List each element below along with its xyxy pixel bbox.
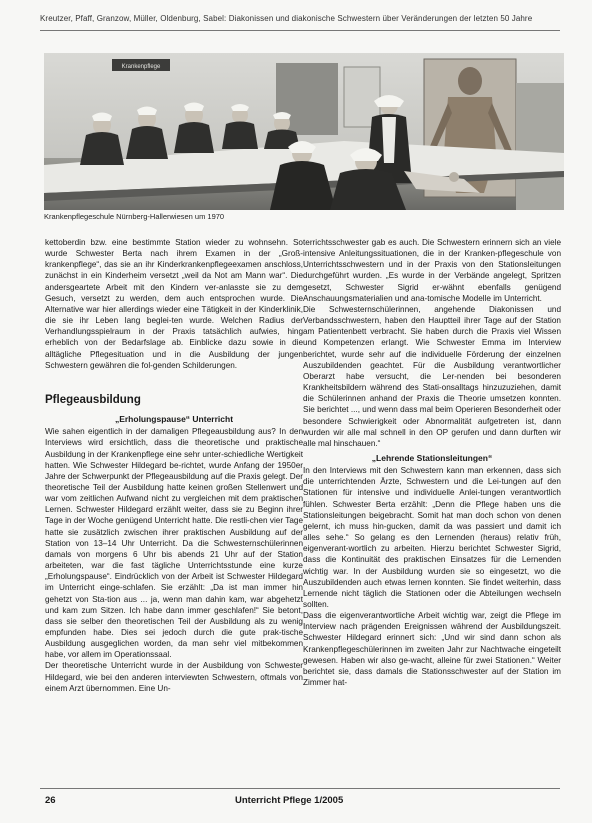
- subsection-heading-right: „Lehrende Stationsleitungen“: [371, 452, 493, 463]
- left-paragraph-3: Der theoretische Unterricht wurde in der Ausbildung von Schwester Hildegard, wie bei den anderen interviewten Schwestern, oftmals von einem Arzt übernommen. Eine Un-: [45, 661, 303, 693]
- footer-rule: [40, 788, 560, 789]
- running-header: Kreutzer, Pfaff, Granzow, Müller, Oldenburg, Sabel: Diakonissen und diakonische Schwestern über Veränderungen der letzten 50 Jahre: [40, 14, 533, 23]
- right-paragraph-2: Die Schwesternschülerinnen, angehende Diakonissen und Verbandsschwestern, haben den Hauptteil ihrer Tage auf der Station am Patientenbett verbracht. Sie haben durch die Praxis viel Wissen und Kompetenzen erlangt. Wie Schwester Emma im Interview berichtet, wurde sehr auf die individuelle Förderung der einzelnen Auszubildenden geachtet. Für die Ausbildung verantwortlicher Oberarzt habe versucht, die Ler-nenden bei besonderen Krankheitsbildern während des Stati-onsalltags hinzuzuziehen, damit die Schülerinnen anhand der Praxis die Theorie umsetzen konnten. Sie berichtet ..., und wenn dass mal beim Operieren Besonderheit oder besondere Schwierigkeit oder Abnormalität aufgetreten ist, dann wurden wir alle mal schnell in den OP gerufen und dann durften wir alle mal hinschauen.“: [303, 304, 561, 448]
- left-column: [45, 237, 303, 694]
- right-column: [303, 237, 561, 688]
- header-rule: [40, 30, 560, 31]
- right-paragraph-4: Dass die eigenverantwortliche Arbeit wichtig war, zeigt die Pflege im Interview nach prägenden Ereignissen während der Ausbildungszeit. Schwester Hildegard erinnert sich: „Und wir sind dann schon als Krankenpflegeschülerinnen im zweiten Jahr zur Nachtwache eingeteilt gewesen. Haben wir also ge-wacht, alleine für zwei Stationen.“ Weiter berichtet sie, dass damals die Stationsschwester auf der Station im Zimmer hat-: [303, 611, 561, 688]
- left-paragraph-2: Wie sahen eigentlich in der damaligen Pflegeausbildung aus? In den Interviews wird ersichtlich, dass die theoretische und praktische Ausbildung in der Krankenpflege eine sehr unter-schiedliche Wertigkeit hatten. Wie Schwester Hildegard be-richtet, wurde Anfang der 1950er Jahre der Schwerpunkt der Pflegeausbildung auf die Praxis gelegt. Der theoretische Teil der Ausbildung hatte keinen großen Stellenwert und war vom zeitlichen Aufwand nicht zu vergleichen mit dem praktischen Lernen. Schwester Hildegard erzählt weiter, dass sie zu Beginn ihrer Tage in der Woche genügend Unterricht hatte. Die restli-chen vier Tage hatte sie zusätzlich zwischen ihrer praktischen Ausbildung auf der Station von 13–14 Uhr Unterricht. Da die Schwesternschülerinnen damals von morgens 6 Uhr bis abends 21 Uhr auf der Station arbeiteten, war die fast tägliche Unterrichtsstunde eine kurze „Erholungspause“. Eindrücklich von der Arbeit ist Schwester Hildegard im Unterricht einge-schlafen. Sie erzählt: „Da ist man immer hin gehetzt von Sta-tion aus ... ja, wenn man dahin kam, war abgehetzt und kam zum Sitzen. Ich habe dann immer geschlafen!“ Sie betont, dass sie selber den theoretischen Teil der Ausbildung als zu wenig empfunden habe. Dies sei jedoch durch die gute prak-tische Ausbildung ausgeglichen worden, da man sehr viel mitbekommen habe, vor allem im Operationssaal.: [45, 427, 303, 660]
- right-paragraph-1: terrichtsschwester gab es auch. Die Schwestern erinnern sich an viele intensive Anleitungssituationen, die in der Kranken-pflegeschule von Unterrichtsschwestern und in der Praxis von den Stationsleitungen durchgeführt wurden. „Es wurde in der Verbände angelegt, Spritzen gesetzt, Schwester Sigrid er-wähnt ebenfalls genügend Anschauungsmaterialien und ana-tomische Modelle im Unterricht.: [303, 238, 561, 303]
- classroom-photo: [44, 53, 564, 210]
- figure-caption: Krankenpflegeschule Nürnberg-Hallerwiesen um 1970: [44, 212, 225, 221]
- subsection-heading: „Erholungspause“ Unterricht: [114, 414, 234, 425]
- wall-sign-text: Krankenpflege: [121, 64, 161, 70]
- journal-title: Unterricht Pflege 1/2005: [235, 795, 344, 806]
- page-number: 26: [45, 795, 56, 806]
- left-paragraph-1: kettoberdin bzw. eine bestimmte Station wieder zu wohnsehn. So wurde Schwester Berta nach ihrem Examen in der „Groß-krankenpflege“, das sie an ihr Kinderkrankenpflegeexamen anschloss, zunächst in ein Kinderheim versetzt „weil da Not am Mann war“. Die andersgeartete Arbeit mit den Kindern ver-anlasste sie zu dem Gesuch, versetzt zu werden, dem auch entsprochen wurde. Die Alternative war hier allerdings wieder eine Tätigkeit in der Kinderklinik, die sie ihr Leben lang beglei-ten wurde. Welchen Radius der Verhandlungsspielraum in der Praxis tatsächlich aufwies, hing erheblich von der Bedarfslage ab. Einblicke dazu sowie in die alltägliche Pflegesituation und in die Ausbildung der jungen Schwestern gewähren die fol-genden Schilderungen.: [45, 238, 303, 370]
- right-paragraph-3: In den Interviews mit den Schwestern kann man erkennen, dass sich die unterrichtenden Ärzte, Schwestern und die Lei-tungen auf den Stationen für intensive und individuelle Anlei-tungen verantwortlich fühlen. Schwester Berta erzählt: „Denn die Pflege haben uns die Stationsleitungen beigebracht. Somit hat man doch schon von denen gelernt, ich muss hin-gucken, damit da was passiert und damit ich alles sehe.“ So gelang es den Lernenden (heraus) relativ früh, eigenverant-wortlich zu arbeiten. Hierzu berichtet Schwester Sigrid, dass die Kontinuität des praktischen Einsatzes für die Lernenden wichtig war. In der Ausbildung wurden sie so eingesetzt, wo die Auszubildenden auch etwas lernen konnten. Sie findet weiterhin, dass Lernende nicht täglich die Stationen oder die Abteilungen wechseln sollten.: [303, 466, 561, 609]
- section-heading: Pflegeausbildung: [45, 393, 141, 406]
